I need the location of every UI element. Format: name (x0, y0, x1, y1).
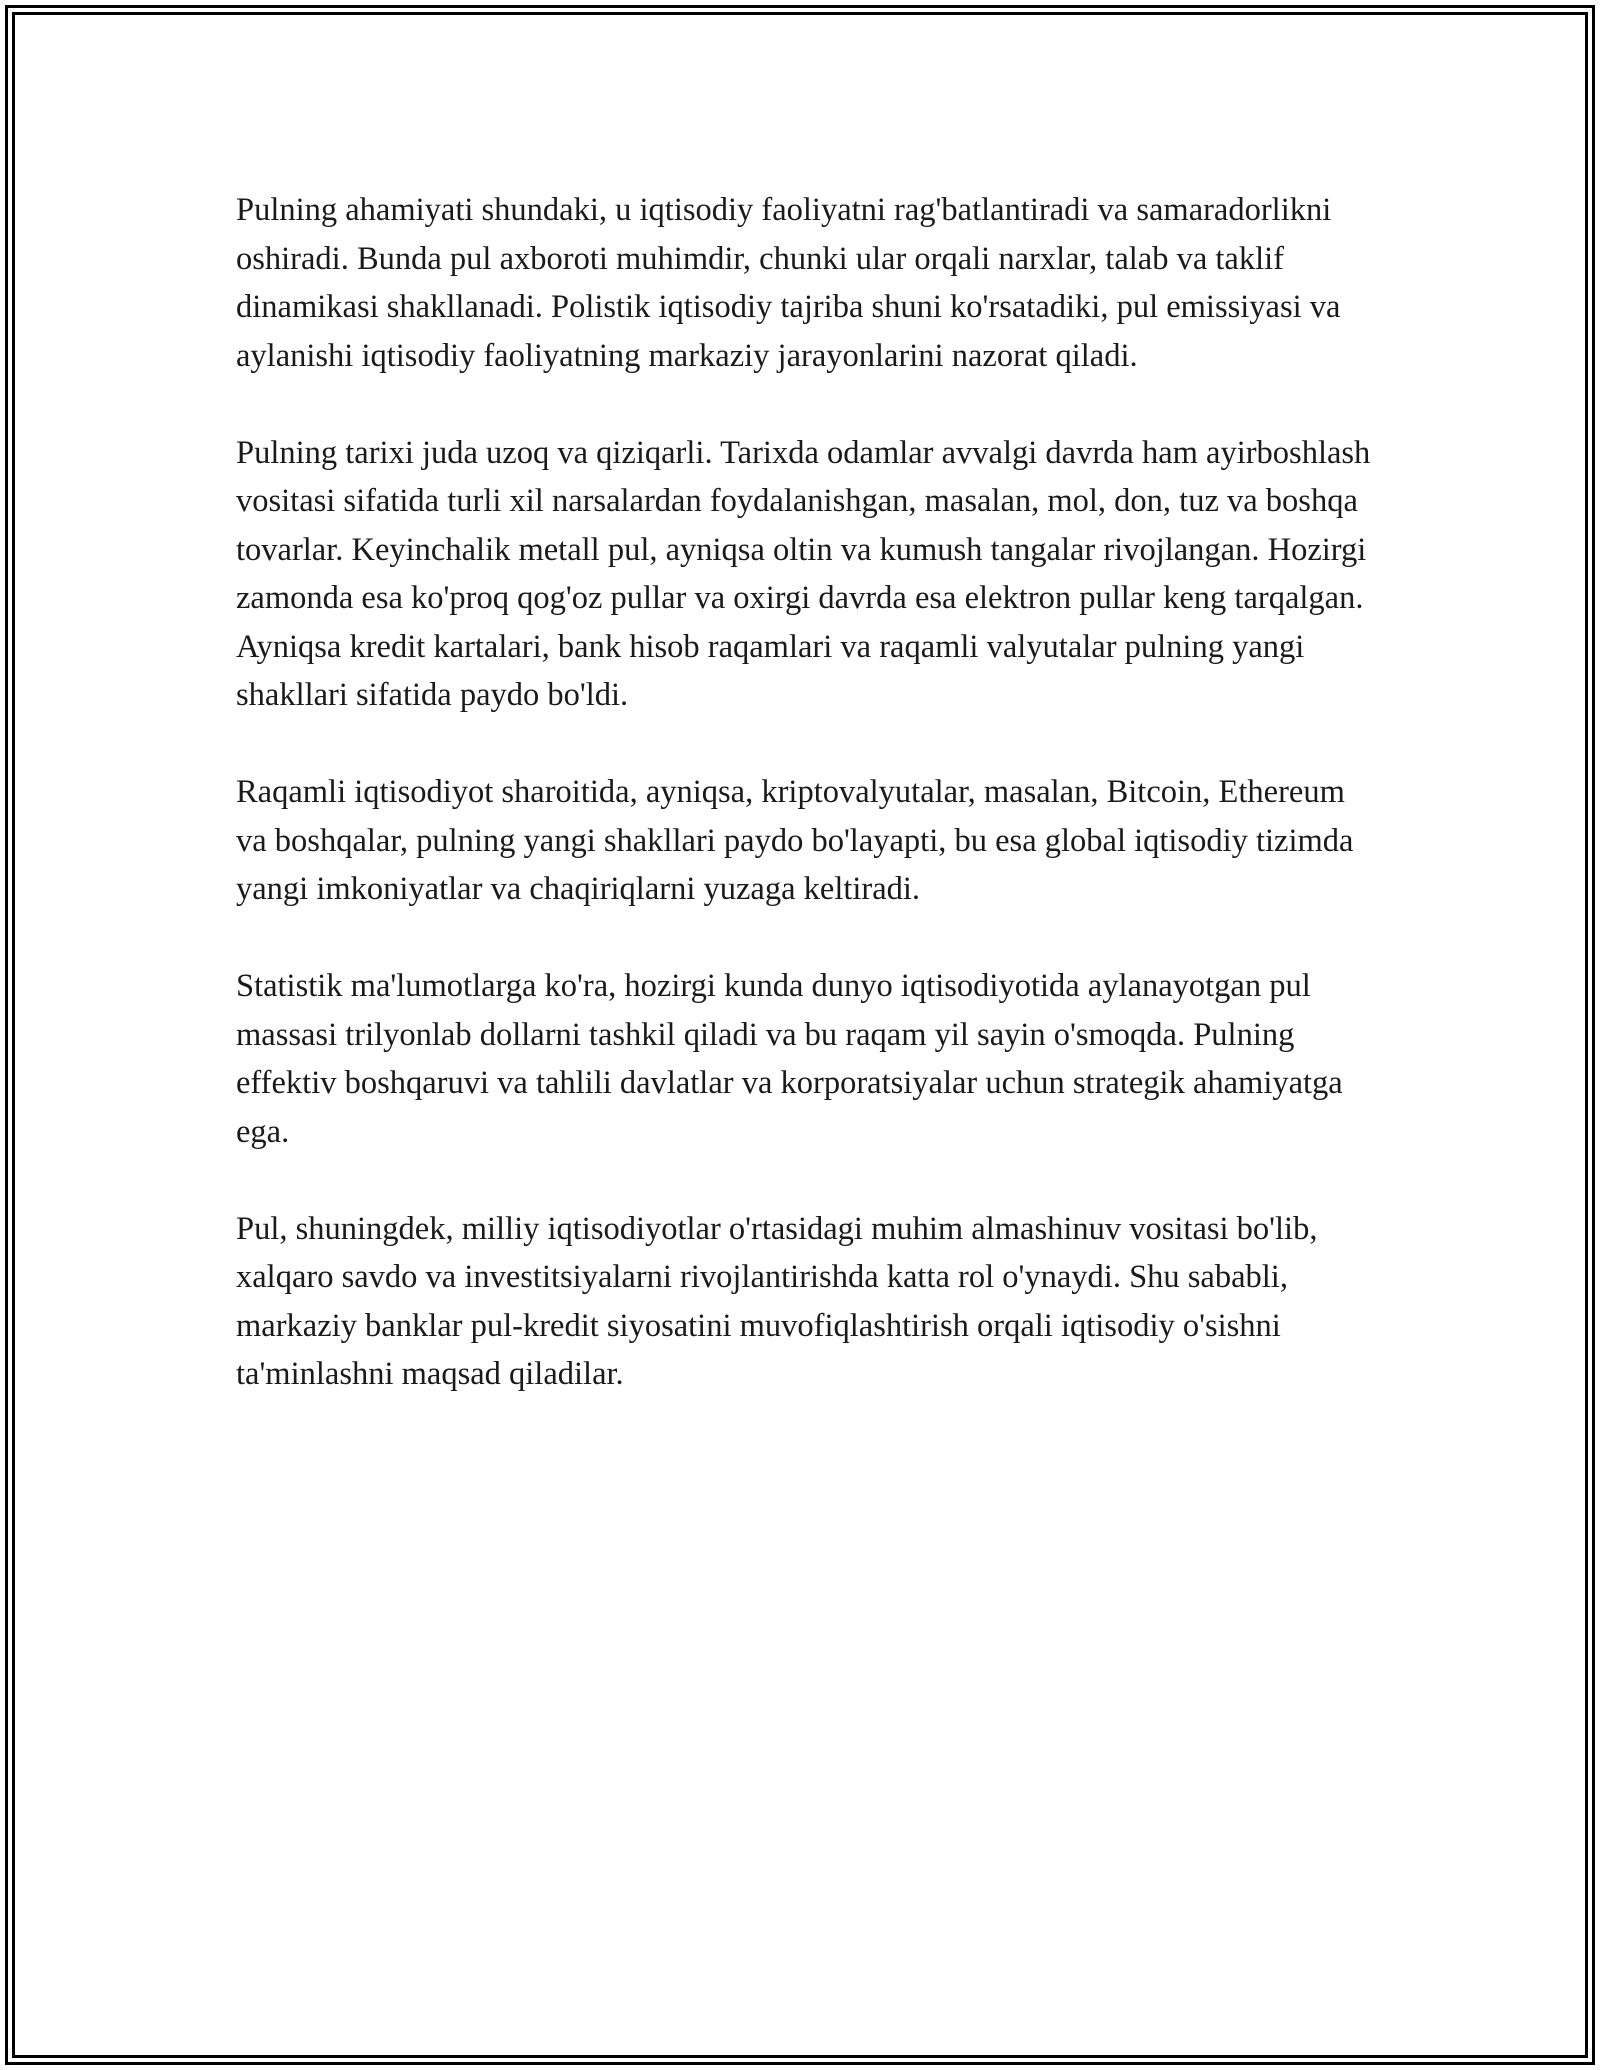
paragraph-5: Pul, shuningdek, milliy iqtisodiyotlar o'rtasidagi muhim almashinuv vositasi bo'lib, xalqaro savdo va investitsiyalarni rivojlantirishda katta rol o'ynaydi. Shu sababli, markaziy banklar pul-kredit siyosatini muvofiqlashtirish orqali iqtisodiy o'sishni ta'minlashni maqsad qiladilar. (236, 1210, 1318, 1392)
paragraph-1: Pulning ahamiyati shundaki, u iqtisodiy faoliyatni rag'batlantiradi va samaradorlikni oshiradi. Bunda pul axboroti muhimdir, chunki ular orqali narxlar, talab va taklif dinamikasi shakllanadi. Polistik iqtisodiy tajriba shuni ko'rsatadiki, pul emissiyasi va aylanishi iqtisodiy faoliyatning markaziy jarayonlarini nazorat qiladi. (236, 192, 1341, 374)
paragraph-2: Pulning tarixi juda uzoq va qiziqarli. Tarixda odamlar avvalgi davrda ham ayirboshlash vositasi sifatida turli xil narsalardan foydalanishgan, masalan, mol, don, tuz va boshqa tovarlar. Keyinchalik metall pul, ayniqsa oltin va kumush tangalar rivojlangan. Hozirgi zamonda esa ko'proq qog'oz pullar va oxirgi davrda esa elektron pullar keng tarqalgan. Ayniqsa kredit kartalari, bank hisob raqamlari va raqamli valyutalar pulning yangi shakllari sifatida paydo bo'ldi. (236, 434, 1371, 713)
paragraph-3: Raqamli iqtisodiyot sharoitida, ayniqsa, kriptovalyutalar, masalan, Bitcoin, Ethereum va boshqalar, pulning yangi shakllari paydo bo'layapti, bu esa global iqtisodiy tizimda yangi imkoniyatlar va chaqiriqlarni yuzaga keltiradi. (236, 774, 1354, 907)
document-body (236, 186, 1376, 1447)
paragraph-4: Statistik ma'lumotlarga ko'ra, hozirgi kunda dunyo iqtisodiyotida aylanayotgan pul massasi trilyonlab dollarni tashkil qiladi va bu raqam yil sayin o'smoqda. Pulning effektiv boshqaruvi va tahlili davlatlar va korporatsiyalar uchun strategik ahamiyatga ega. (236, 968, 1343, 1150)
